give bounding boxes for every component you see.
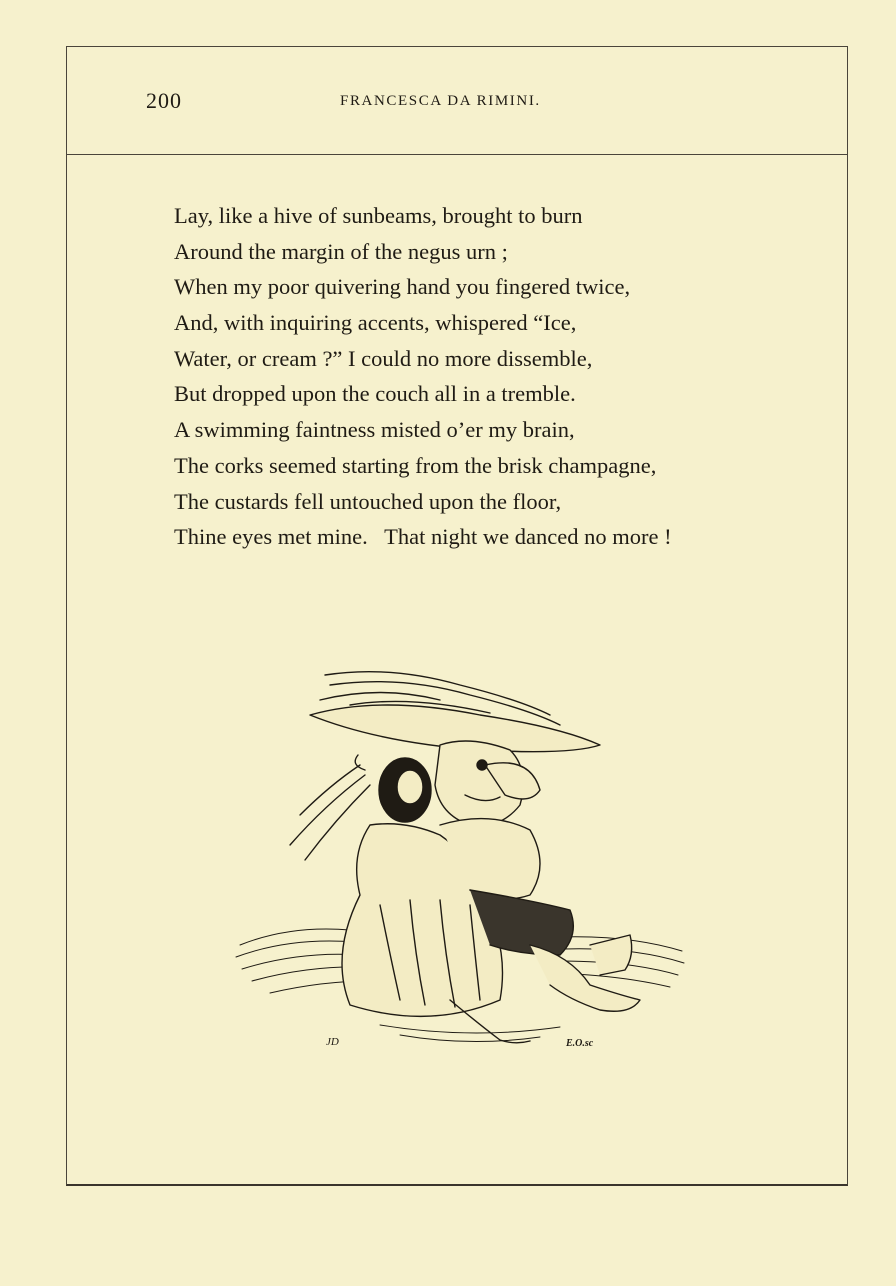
artist-signature: JD [326, 1036, 339, 1048]
poem-line: A swimming faintness misted o’er my brain, [174, 417, 575, 443]
poem-line: Around the margin of the negus urn ; [174, 238, 508, 264]
running-title: FRANCESCA DA RIMINI. [340, 93, 541, 109]
page-number: 200 [146, 88, 182, 113]
poem-stanza [174, 198, 814, 555]
engraver-signature: E.O.sc [566, 1038, 594, 1049]
poem-line: The custards fell untouched upon the floor, [174, 488, 562, 514]
poem-line: Thine eyes met mine. That night we danced no more ! [174, 524, 672, 550]
poem-line: Lay, like a hive of sunbeams, brought to burn [174, 203, 583, 228]
poem-line: And, with inquiring accents, whispered “Ice, [174, 310, 577, 336]
poem-line: The corks seemed starting from the brisk champagne, [174, 452, 657, 478]
poem-line: Water, or cream ?” I could no more dissemble, [174, 345, 593, 371]
poem-line: But dropped upon the couch all in a tremble. [174, 381, 576, 407]
poem-line: When my poor quivering hand you fingered twice, [174, 274, 631, 300]
dancing-couple-illustration [230, 655, 690, 1065]
header-rule [66, 154, 848, 155]
